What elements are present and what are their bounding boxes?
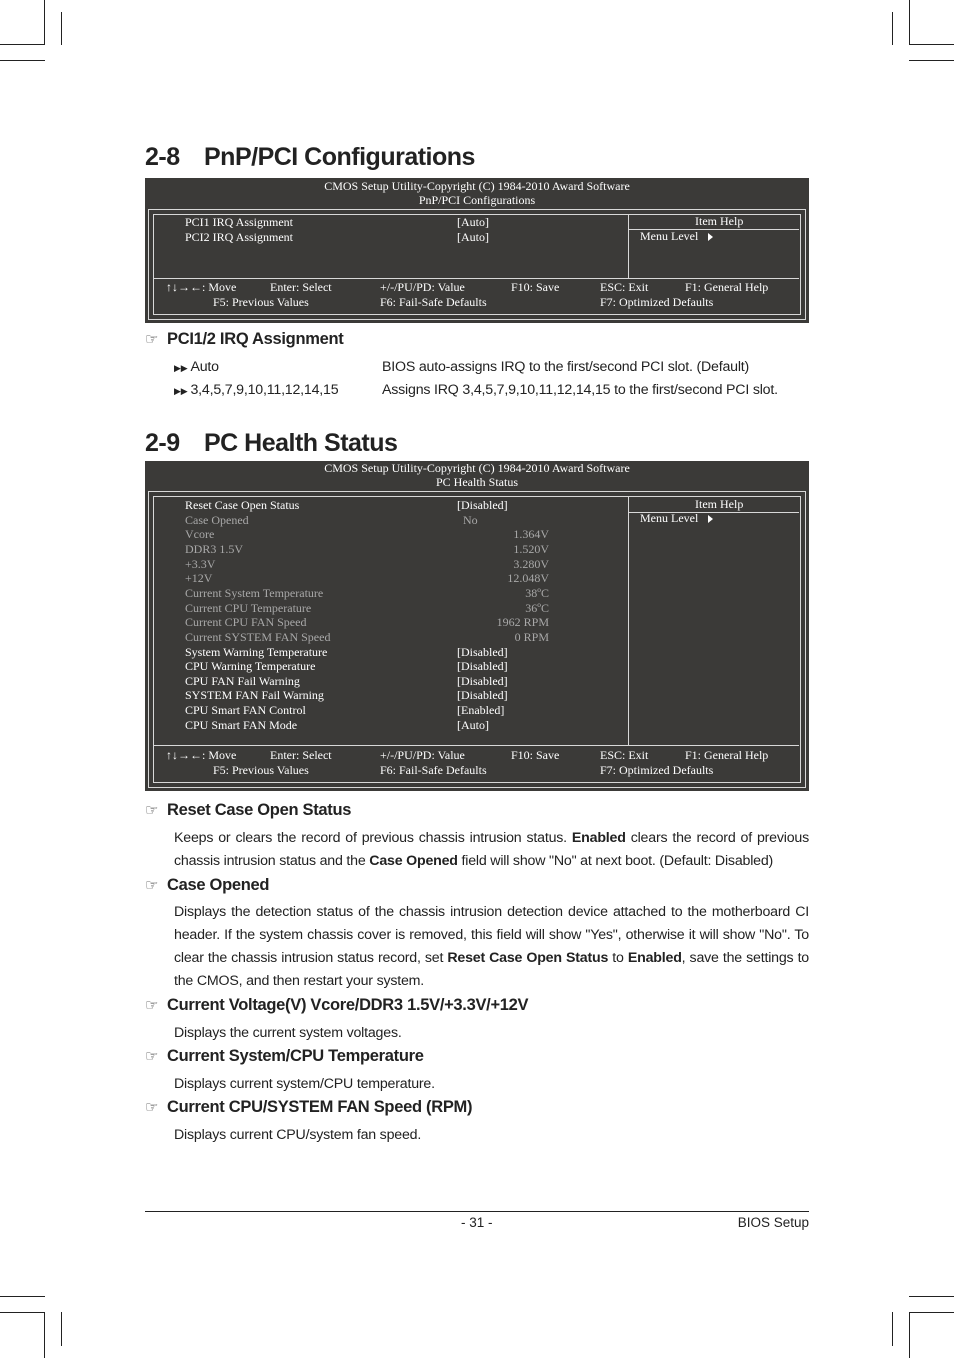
option-label: Reset Case Open Status: [185, 498, 300, 512]
option-label: +3.3V: [185, 556, 216, 571]
text-bold: Enabled: [571, 830, 626, 846]
option-label: Current System Temperature: [185, 585, 324, 600]
option-value: No: [463, 512, 478, 527]
text-run: field will show "No" at next boot. (Default: Disabled): [457, 853, 774, 869]
crop-mark: [892, 12, 893, 45]
bios-option-row: [185, 541, 549, 557]
option-value: 12.048V: [507, 571, 549, 586]
double-arrow-icon: ▶▶: [174, 386, 188, 396]
bios-option-row[interactable]: [185, 674, 515, 689]
option-label: CPU FAN Fail Warning: [185, 673, 300, 688]
key-save: F10: Save: [511, 280, 560, 294]
bios-option-row: [185, 629, 549, 645]
option-value: [Enabled]: [457, 703, 505, 718]
item-heading-text: Reset Case Open Status: [167, 801, 352, 819]
option-label: CPU Smart FAN Mode: [185, 717, 298, 732]
section-number: 2-9: [145, 429, 180, 457]
option-label: +12V: [185, 571, 213, 586]
text-bold: Enabled: [627, 950, 682, 966]
bios-option-row: [185, 513, 515, 528]
option-value: [Disabled]: [457, 673, 508, 688]
crop-mark: [909, 1312, 910, 1358]
crop-mark: [44, 1312, 45, 1358]
key-help: F1: General Help: [685, 280, 769, 294]
bios-option-row: [185, 600, 549, 616]
item-heading-text: Current CPU/SYSTEM FAN Speed (RPM): [167, 1098, 473, 1116]
pointing-hand-icon: ☞: [145, 1048, 159, 1065]
section-title-2-8: [145, 143, 475, 172]
option-label: Current SYSTEM FAN Speed: [185, 629, 331, 644]
crop-mark: [0, 44, 45, 45]
key-move: ↑↓→←: Move: [166, 748, 237, 762]
footer-label: BIOS Setup: [737, 1215, 809, 1230]
text-run: to: [608, 950, 628, 966]
key-optimized: F7: Optimized Defaults: [600, 295, 714, 309]
option-value: 0 RPM: [514, 629, 549, 644]
bios-option-row[interactable]: [185, 498, 515, 513]
text-run: Displays the detection status of the chassis intrusion detection device attached to the motherboard CI header. If the system chassis cover is removed, this field will show "Yes", otherwise it will show "No". To clear the chassis intrusion status record, set: [174, 904, 809, 966]
text-bold: Case Opened: [369, 853, 458, 869]
option-value: 1.364V: [513, 527, 549, 542]
crop-mark: [909, 1296, 954, 1297]
option-value: 38ºC: [525, 585, 549, 600]
bios-option-row: [185, 556, 549, 572]
bios-screen-pc-health: [145, 461, 809, 791]
item-heading: [145, 876, 269, 895]
item-heading: [145, 996, 528, 1015]
crop-mark: [892, 1312, 893, 1346]
crop-mark: [0, 60, 45, 61]
item-description: [174, 901, 809, 993]
option-value-auto: [174, 359, 219, 375]
crop-mark: [0, 1312, 45, 1313]
item-description: [174, 827, 809, 873]
option-name: 3,4,5,7,9,10,11,12,14,15: [190, 382, 339, 398]
bios-screen-pnp-pci: [145, 178, 809, 323]
bios-option-row[interactable]: [185, 230, 515, 245]
item-description: Displays current CPU/system fan speed.: [174, 1127, 422, 1143]
crop-mark: [61, 1312, 62, 1346]
bios-header-line2: PC Health Status: [435, 475, 518, 489]
item-help-title: Item Help: [695, 497, 744, 511]
option-label: Case Opened: [185, 512, 249, 527]
bios-option-row: [185, 615, 549, 630]
bios-option-row: [185, 527, 549, 542]
crop-mark: [909, 60, 954, 61]
item-heading-text: Current System/CPU Temperature: [167, 1047, 424, 1065]
option-value: [Disabled]: [457, 688, 508, 703]
menu-level-label: Menu Level: [640, 511, 699, 525]
key-exit: ESC: Exit: [600, 748, 649, 762]
bios-option-row: [185, 571, 549, 586]
section-title-2-9: [145, 429, 397, 458]
option-label: PCI2 IRQ Assignment: [185, 230, 294, 244]
key-move: ↑↓→←: Move: [166, 280, 237, 294]
crop-mark: [44, 0, 45, 45]
bios-header-line1: CMOS Setup Utility-Copyright (C) 1984-2010 Award Software: [324, 461, 630, 475]
text-run: , save the settings to the CMOS, and then restart your system.: [174, 950, 809, 989]
key-enter: Enter: Select: [270, 748, 332, 762]
item-heading-text: Case Opened: [167, 876, 270, 894]
footer-rule: [145, 1211, 809, 1212]
crop-mark: [61, 12, 62, 45]
option-heading: [145, 330, 343, 349]
option-label: Current CPU Temperature: [185, 600, 312, 615]
item-heading-text: Current Voltage(V) Vcore/DDR3 1.5V/+3.3V/+12V: [167, 996, 529, 1014]
option-value-irq: [174, 382, 338, 398]
option-label: DDR3 1.5V: [185, 541, 244, 556]
option-heading-text: PCI1/2 IRQ Assignment: [167, 330, 344, 348]
crop-mark: [909, 0, 910, 45]
menu-level: [640, 511, 713, 526]
option-value: [Disabled]: [457, 644, 508, 659]
section-heading: PnP/PCI Configurations: [204, 143, 475, 171]
item-help-title: Item Help: [695, 214, 744, 228]
bios-option-row: [185, 585, 549, 601]
bios-option-row[interactable]: [185, 718, 515, 733]
option-value: [Auto]: [457, 215, 489, 229]
text-run: clears the record of previous chassis intrusion status and the: [174, 830, 809, 869]
option-value: [Auto]: [457, 230, 489, 244]
key-optimized: F7: Optimized Defaults: [600, 763, 714, 777]
option-desc-auto: BIOS auto-assigns IRQ to the first/second PCI slot. (Default): [382, 359, 750, 375]
key-value: +/-/PU/PD: Value: [380, 748, 465, 762]
option-value: [Disabled]: [457, 498, 508, 512]
pointing-hand-icon: ☞: [145, 331, 159, 348]
option-value: [Auto]: [457, 717, 489, 732]
key-failsafe: F6: Fail-Safe Defaults: [380, 295, 487, 309]
key-prev: F5: Previous Values: [213, 295, 309, 309]
section-heading: PC Health Status: [204, 429, 398, 457]
option-label: System Warning Temperature: [185, 644, 328, 659]
item-heading: [145, 1098, 472, 1117]
bios-option-row[interactable]: [185, 215, 515, 230]
triangle-right-icon: [708, 515, 713, 523]
key-value: +/-/PU/PD: Value: [380, 280, 465, 294]
pointing-hand-icon: ☞: [145, 877, 159, 894]
item-description: Displays the current system voltages.: [174, 1025, 402, 1041]
crop-mark: [909, 44, 954, 45]
option-label: Current CPU FAN Speed: [185, 615, 307, 630]
option-label: CPU Smart FAN Control: [185, 703, 306, 718]
bios-option-row[interactable]: [185, 688, 515, 703]
key-failsafe: F6: Fail-Safe Defaults: [380, 763, 487, 777]
menu-level: [640, 229, 713, 244]
bios-keys-divider: [154, 745, 799, 746]
bios-keys-divider: [154, 278, 799, 279]
option-value: 1962 RPM: [496, 615, 549, 630]
key-exit: ESC: Exit: [600, 280, 649, 294]
pointing-hand-icon: ☞: [145, 802, 159, 819]
pointing-hand-icon: ☞: [145, 997, 159, 1014]
option-value: 36ºC: [525, 600, 549, 615]
option-label: PCI1 IRQ Assignment: [185, 215, 294, 229]
bios-option-row[interactable]: [185, 703, 515, 718]
bios-help-divider: [628, 215, 629, 278]
option-value: 3.280V: [513, 556, 549, 571]
triangle-right-icon: [708, 233, 713, 241]
bios-option-row[interactable]: [185, 659, 515, 674]
option-label: Vcore: [185, 527, 215, 542]
option-value: 1.520V: [513, 541, 549, 556]
option-label: SYSTEM FAN Fail Warning: [185, 688, 324, 703]
bios-header-line2: PnP/PCI Configurations: [418, 193, 536, 207]
option-name: Auto: [190, 359, 219, 375]
text-bold: Reset Case Open Status: [447, 950, 609, 966]
text-run: Keeps or clears the record of previous chassis intrusion status.: [174, 830, 572, 846]
crop-mark: [909, 1312, 954, 1313]
key-save: F10: Save: [511, 748, 560, 762]
key-enter: Enter: Select: [270, 280, 332, 294]
pointing-hand-icon: ☞: [145, 1099, 159, 1116]
section-number: 2-8: [145, 143, 180, 171]
crop-mark: [0, 1296, 45, 1297]
item-heading: [145, 801, 351, 820]
menu-level-label: Menu Level: [640, 229, 699, 243]
option-label: CPU Warning Temperature: [185, 659, 316, 674]
option-desc-irq: Assigns IRQ 3,4,5,7,9,10,11,12,14,15 to the first/second PCI slot.: [382, 382, 778, 398]
page-number: - 31 -: [461, 1215, 493, 1230]
option-value: [Disabled]: [457, 659, 508, 674]
bios-help-divider: [628, 497, 629, 745]
item-description: Displays current system/CPU temperature.: [174, 1076, 435, 1092]
bios-option-row[interactable]: [185, 645, 515, 660]
key-help: F1: General Help: [685, 748, 769, 762]
bios-header-line1: CMOS Setup Utility-Copyright (C) 1984-2010 Award Software: [324, 179, 630, 193]
key-prev: F5: Previous Values: [213, 763, 309, 777]
item-heading: [145, 1047, 424, 1066]
double-arrow-icon: ▶▶: [174, 363, 188, 373]
